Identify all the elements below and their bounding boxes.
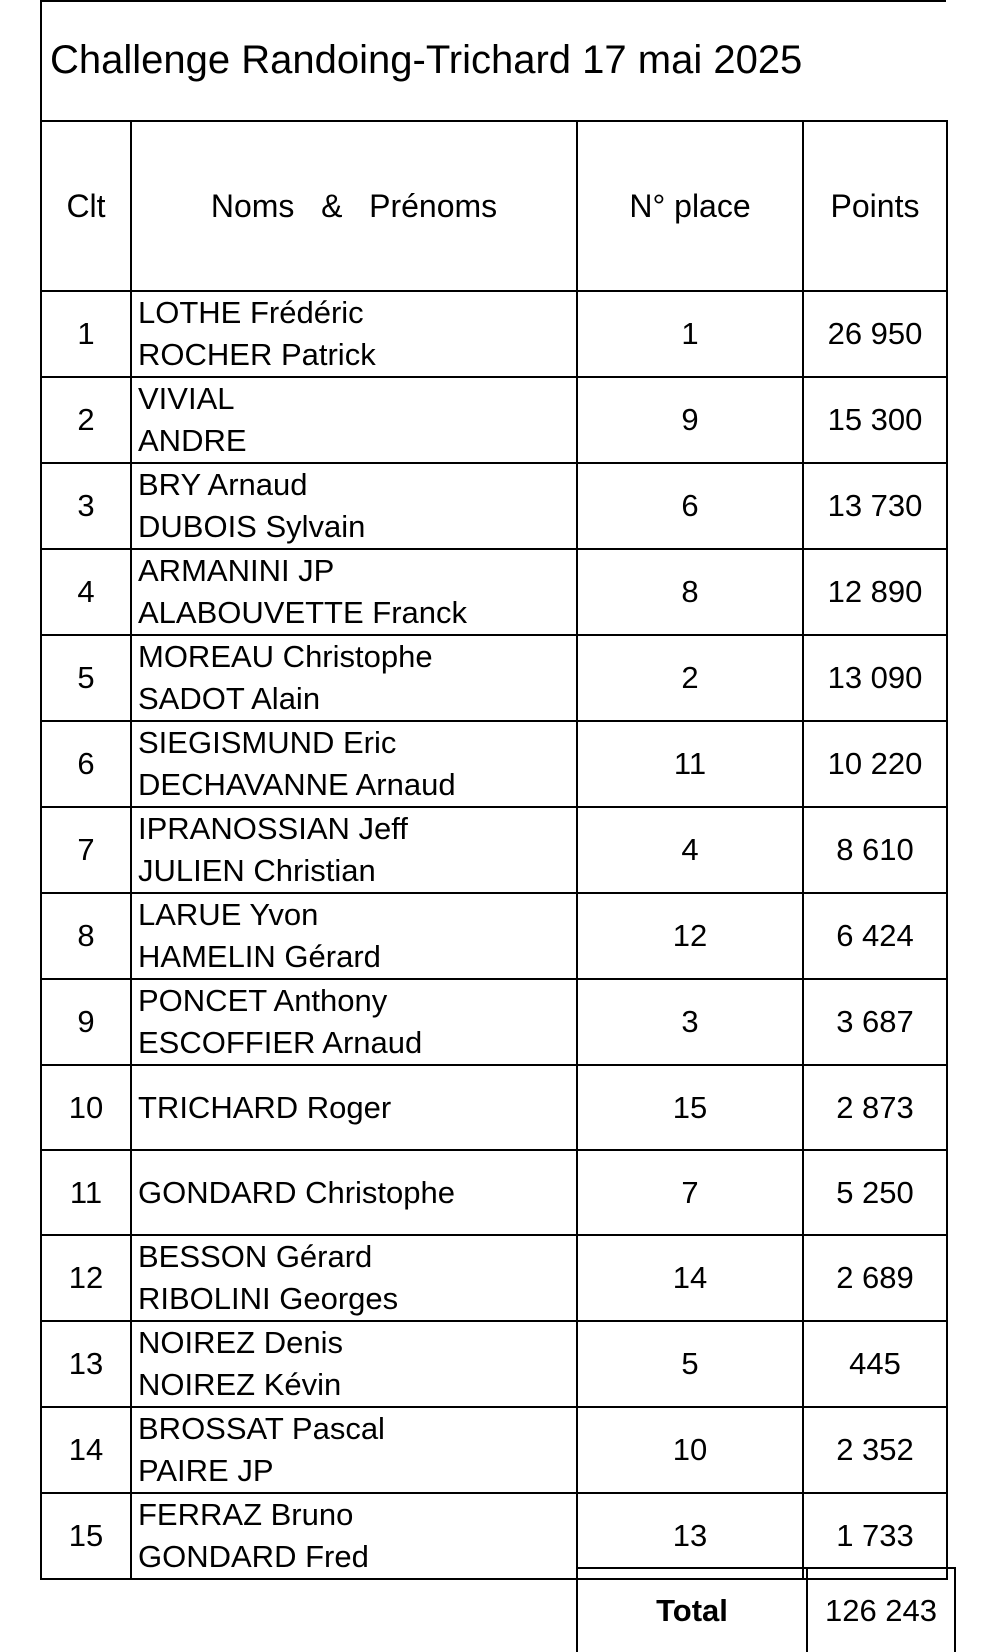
player-name: TRICHARD Roger (138, 1089, 392, 1125)
player-name: PAIRE JP (138, 1453, 274, 1488)
place-cell: 2 (577, 635, 803, 721)
table-row (41, 377, 947, 463)
place-cell: 15 (577, 1065, 803, 1150)
names-cell (131, 1065, 577, 1150)
place-cell: 8 (577, 549, 803, 635)
points-cell: 5 250 (803, 1150, 947, 1235)
player-name: ANDRE (138, 423, 247, 458)
rank-cell: 5 (41, 635, 131, 721)
player-name: LARUE Yvon (138, 897, 319, 932)
place-cell: 4 (577, 807, 803, 893)
player-name: BROSSAT Pascal (138, 1411, 385, 1446)
names-cell (131, 1407, 577, 1493)
total-label: Total (577, 1568, 807, 1652)
table-row (41, 463, 947, 549)
place-cell: 14 (577, 1235, 803, 1321)
header-place: N° place (577, 121, 803, 291)
names-cell (131, 377, 577, 463)
names-cell (131, 1235, 577, 1321)
player-name: ALABOUVETTE Franck (138, 595, 468, 630)
player-name: NOIREZ Kévin (138, 1367, 342, 1402)
rank-cell: 3 (41, 463, 131, 549)
total-box (576, 1567, 956, 1652)
table-row (41, 549, 947, 635)
table-row (41, 1150, 947, 1235)
points-cell: 2 352 (803, 1407, 947, 1493)
results-table (40, 120, 948, 1580)
player-name: SADOT Alain (138, 681, 321, 716)
table-row (41, 1407, 947, 1493)
player-name: SIEGISMUND Eric (138, 725, 397, 760)
names-cell (131, 979, 577, 1065)
header-names: Noms & Prénoms (131, 121, 577, 291)
place-cell: 1 (577, 291, 803, 377)
place-cell: 6 (577, 463, 803, 549)
player-name: DECHAVANNE Arnaud (138, 767, 456, 802)
points-cell: 13 730 (803, 463, 947, 549)
table-row (41, 291, 947, 377)
rank-cell: 11 (41, 1150, 131, 1235)
rank-cell: 1 (41, 291, 131, 377)
names-cell (131, 1493, 577, 1579)
player-name: DUBOIS Sylvain (138, 509, 366, 544)
player-name: ARMANINI JP (138, 553, 335, 588)
names-cell (131, 635, 577, 721)
place-cell: 5 (577, 1321, 803, 1407)
header-row (41, 121, 947, 291)
table-row (41, 807, 947, 893)
rank-cell: 2 (41, 377, 131, 463)
points-cell: 15 300 (803, 377, 947, 463)
rank-cell: 13 (41, 1321, 131, 1407)
table-row (41, 1321, 947, 1407)
place-cell: 9 (577, 377, 803, 463)
points-cell: 8 610 (803, 807, 947, 893)
player-name: ESCOFFIER Arnaud (138, 1025, 423, 1060)
points-cell: 13 090 (803, 635, 947, 721)
player-name: PONCET Anthony (138, 983, 388, 1018)
place-cell: 7 (577, 1150, 803, 1235)
rank-cell: 6 (41, 721, 131, 807)
points-cell: 12 890 (803, 549, 947, 635)
table-row (41, 979, 947, 1065)
points-cell: 6 424 (803, 893, 947, 979)
rank-cell: 4 (41, 549, 131, 635)
place-cell: 10 (577, 1407, 803, 1493)
player-name: BESSON Gérard (138, 1239, 373, 1274)
player-name: RIBOLINI Georges (138, 1281, 399, 1316)
player-name: NOIREZ Denis (138, 1325, 343, 1360)
rank-cell: 8 (41, 893, 131, 979)
table-row (41, 635, 947, 721)
player-name: MOREAU Christophe (138, 639, 433, 674)
points-cell: 2 873 (803, 1065, 947, 1150)
player-name: ROCHER Patrick (138, 337, 376, 372)
player-name: BRY Arnaud (138, 467, 308, 502)
table-row (41, 893, 947, 979)
rank-cell: 9 (41, 979, 131, 1065)
place-cell: 13 (577, 1493, 803, 1579)
rank-cell: 15 (41, 1493, 131, 1579)
names-cell (131, 1321, 577, 1407)
table-row (41, 1065, 947, 1150)
names-cell (131, 1150, 577, 1235)
player-name: LOTHE Frédéric (138, 295, 364, 330)
names-cell (131, 721, 577, 807)
place-cell: 11 (577, 721, 803, 807)
place-cell: 3 (577, 979, 803, 1065)
points-cell: 10 220 (803, 721, 947, 807)
header-points: Points (803, 121, 947, 291)
title-box (40, 0, 946, 120)
header-rank: Clt (41, 121, 131, 291)
rank-cell: 10 (41, 1065, 131, 1150)
table-row (41, 1235, 947, 1321)
points-cell: 1 733 (803, 1493, 947, 1579)
names-cell (131, 893, 577, 979)
player-name: JULIEN Christian (138, 853, 376, 888)
player-name: FERRAZ Bruno (138, 1497, 354, 1532)
points-cell: 445 (803, 1321, 947, 1407)
points-cell: 2 689 (803, 1235, 947, 1321)
player-name: HAMELIN Gérard (138, 939, 381, 974)
player-name: GONDARD Fred (138, 1539, 369, 1574)
rank-cell: 12 (41, 1235, 131, 1321)
points-cell: 26 950 (803, 291, 947, 377)
names-cell (131, 807, 577, 893)
page-title: Challenge Randoing-Trichard 17 mai 2025 (50, 38, 803, 82)
rank-cell: 7 (41, 807, 131, 893)
names-cell (131, 291, 577, 377)
points-cell: 3 687 (803, 979, 947, 1065)
names-cell (131, 463, 577, 549)
results-body (41, 291, 947, 1579)
place-cell: 12 (577, 893, 803, 979)
rank-cell: 14 (41, 1407, 131, 1493)
player-name: IPRANOSSIAN Jeff (138, 811, 408, 846)
names-cell (131, 549, 577, 635)
total-value: 126 243 (807, 1568, 955, 1652)
table-row (41, 721, 947, 807)
player-name: GONDARD Christophe (138, 1174, 455, 1210)
player-name: VIVIAL (138, 381, 235, 416)
